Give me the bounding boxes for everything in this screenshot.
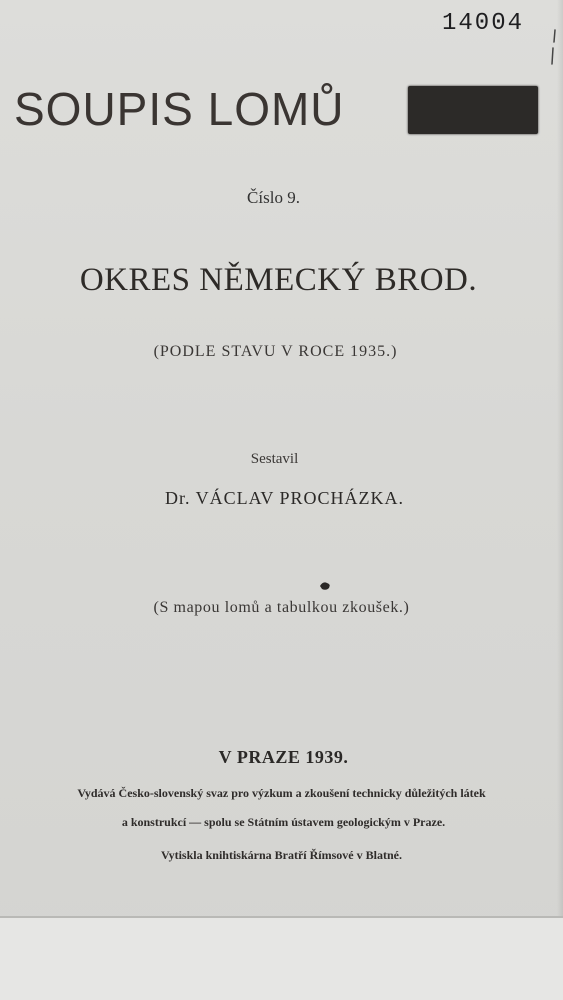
pen-mark: [549, 28, 559, 68]
inventory-stamp-number: 14004: [442, 10, 525, 37]
ink-spot: [318, 580, 332, 592]
document-title: SOUPIS LOMŮ: [14, 83, 345, 135]
printer-line: Vytiskla knihtiskárna Bratří Římsové v Blatné.: [161, 848, 402, 862]
publisher-line-2: a konstrukcí — spolu se Státním ústavem geologickým v Praze.: [121, 815, 446, 829]
place-and-year: V PRAZE 1939.: [218, 747, 349, 767]
redaction-block: [408, 86, 538, 134]
background-surface: [0, 918, 563, 1000]
status-year-line: (PODLE STAVU V ROCE 1935.): [153, 343, 398, 360]
district-heading: OKRES NĚMECKÝ BROD.: [79, 262, 478, 298]
issue-number: Číslo 9.: [247, 188, 300, 207]
compiled-by-label: Sestavil: [250, 451, 299, 467]
map-and-tests-note: (S mapou lomů a tabulkou zkoušek.): [153, 599, 410, 616]
author-name: Dr. VÁCLAV PROCHÁZKA.: [164, 488, 405, 508]
page-edge-shadow: [557, 0, 563, 918]
publisher-line-1: Vydává Česko-slovenský svaz pro výzkum a zkoušení technicky důležitých látek: [77, 786, 486, 800]
